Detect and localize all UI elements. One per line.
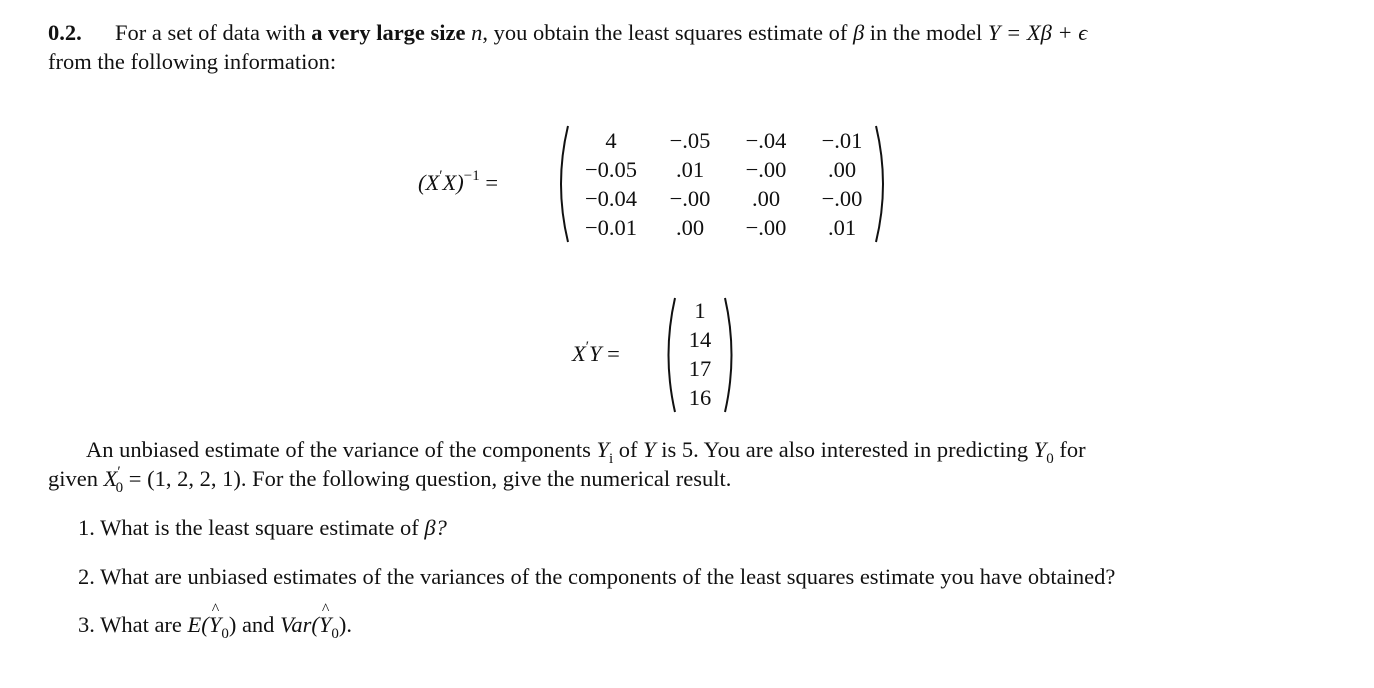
vector-left-paren	[660, 296, 678, 414]
paragraph-Yi: Y	[596, 437, 609, 462]
problem-var-n: n	[471, 20, 483, 45]
problem-beta: β	[852, 20, 865, 45]
matrix-inv-row-4	[570, 215, 870, 241]
problem-line-1	[48, 22, 1087, 45]
question-number: 1.	[78, 515, 95, 540]
vector-xy-label-x: X	[572, 341, 586, 366]
matrix-cell: −0.04	[584, 186, 638, 211]
vector-entry: 16	[688, 385, 712, 410]
paragraph-X0-sub: 0	[115, 480, 124, 496]
paragraph-sub-0: 0	[1046, 451, 1054, 467]
vector-xy-label-prime: ′	[585, 339, 590, 355]
matrix-cell: .01	[675, 157, 705, 182]
paragraph-text-given: given	[48, 466, 98, 491]
paragraph-Y0: Y	[1033, 437, 1047, 462]
paragraph-line-1	[86, 437, 1086, 467]
matrix-inv-row-2	[570, 157, 870, 183]
question-number: 2.	[78, 564, 95, 589]
vector-xy-label-eq: =	[607, 341, 620, 366]
paragraph-text-c: is 5. You are also interested in predicting	[661, 437, 1029, 462]
vector-entry: 1	[694, 298, 706, 323]
question-expect: E(	[187, 612, 209, 637]
question-2	[78, 566, 1115, 589]
matrix-cell: 4	[605, 128, 617, 153]
question-close: )	[228, 612, 237, 637]
paragraph-text-d: for	[1059, 437, 1086, 462]
matrix-cell: .00	[751, 186, 781, 211]
matrix-cell: −.05	[669, 128, 711, 153]
matrix-inv-label	[418, 168, 499, 195]
vector-right-paren	[722, 296, 740, 414]
question-var: Var(	[280, 612, 319, 637]
vector-xy-label	[572, 339, 620, 366]
problem-text-bold: a very large size	[311, 20, 466, 45]
problem-text-c: in the model	[869, 20, 983, 45]
question-beta: β?	[424, 515, 447, 540]
question-and: and	[241, 612, 275, 637]
question-sub-0-2: 0	[331, 626, 339, 642]
question-yhat-2: ^ Y	[319, 614, 332, 637]
problem-model: Y = Xβ + ϵ	[987, 20, 1088, 45]
matrix-cell: .00	[827, 157, 857, 182]
vector-entry: 14	[688, 327, 712, 352]
paragraph-Y: Y	[643, 437, 656, 462]
matrix-inv-row-3	[570, 186, 870, 212]
matrix-cell: .00	[675, 215, 705, 240]
matrix-inv-left-paren	[552, 124, 572, 244]
matrix-inv-label-mid: X)	[442, 170, 464, 195]
question-yhat: ^ Y	[209, 614, 222, 637]
matrix-inv-label-sup: −1	[463, 168, 480, 184]
matrix-cell: −.00	[821, 186, 863, 211]
paragraph-text-b: of	[618, 437, 638, 462]
matrix-cell: −.04	[745, 128, 787, 153]
matrix-inv-label-left: (X	[418, 170, 440, 195]
problem-number: 0.2.	[48, 20, 82, 45]
matrix-cell: .01	[827, 215, 857, 240]
matrix-inv-row-1	[570, 128, 870, 154]
problem-text-b: , you obtain the least squares estimate of	[482, 20, 848, 45]
vector-xy-label-y: Y	[589, 341, 602, 366]
paragraph-X0: X	[103, 466, 118, 491]
problem-text-a: For a set of data with	[115, 20, 306, 45]
question-1	[78, 517, 447, 540]
matrix-inv-label-eq: =	[485, 170, 499, 195]
paragraph-sub-i: i	[608, 451, 614, 467]
question-text: What is the least square estimate of	[100, 515, 419, 540]
question-text: What are unbiased estimates of the variances of the components of the least squares estimate you have obtained?	[100, 564, 1116, 589]
question-end: ).	[338, 612, 352, 637]
problem-line-2: from the following information:	[48, 49, 337, 74]
vector-entry: 17	[688, 356, 712, 381]
question-3	[78, 612, 352, 642]
paragraph-X0-prime: ′	[117, 464, 121, 480]
question-sub-0: 0	[221, 626, 229, 642]
question-text: What are	[100, 612, 182, 637]
paragraph-text-e: = (1, 2, 2, 1). For the following question, give the numerical result.	[128, 466, 732, 491]
paragraph-line-2	[48, 464, 732, 496]
matrix-cell: −.01	[821, 128, 863, 153]
matrix-cell: −.00	[745, 215, 787, 240]
matrix-inv-label-prime: ′	[439, 168, 443, 184]
matrix-cell: −0.05	[584, 157, 638, 182]
question-number: 3.	[78, 612, 95, 637]
paragraph-text-a: An unbiased estimate of the variance of the components	[86, 437, 591, 462]
matrix-cell: −0.01	[584, 215, 638, 240]
matrix-cell: −.00	[745, 157, 787, 182]
matrix-cell: −.00	[669, 186, 711, 211]
